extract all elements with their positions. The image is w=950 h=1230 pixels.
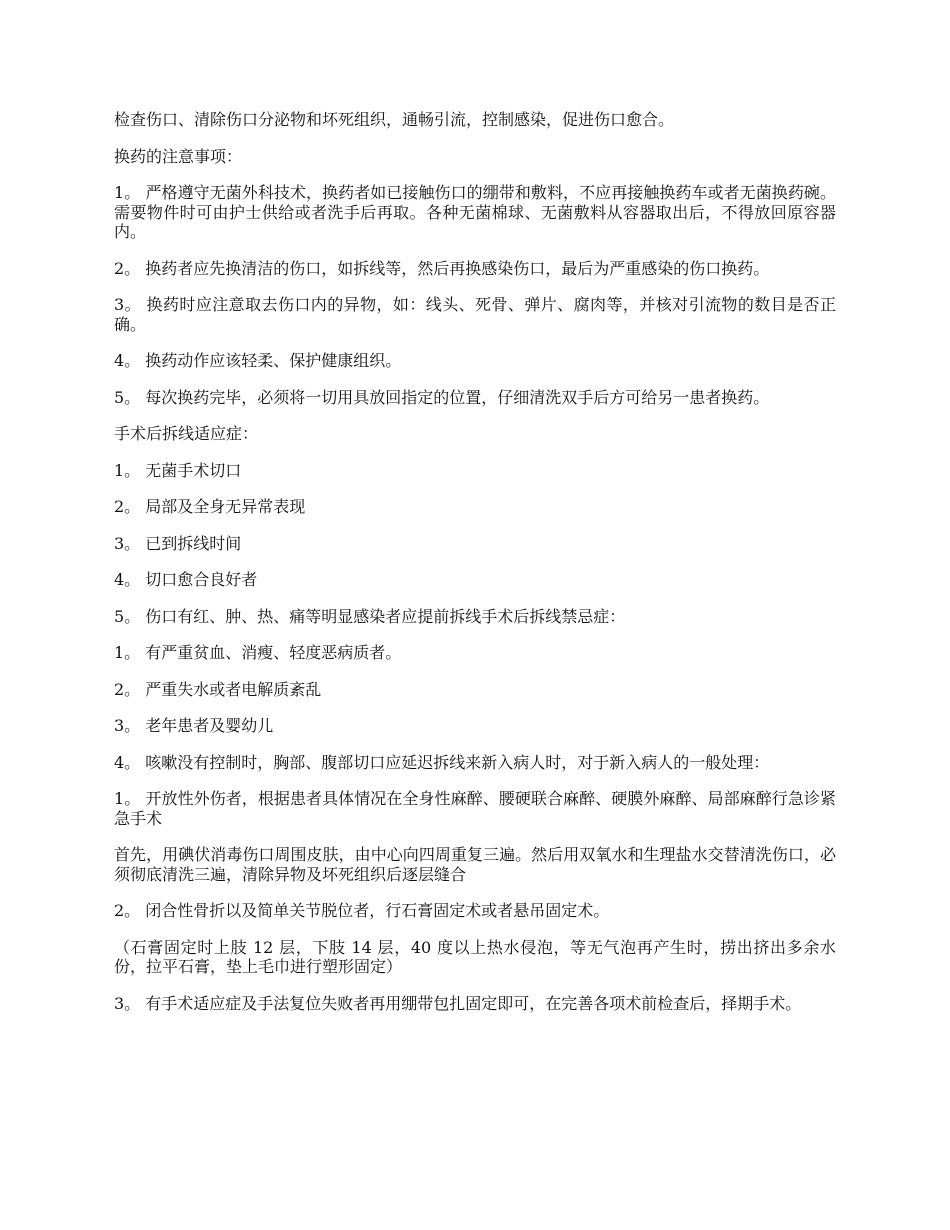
paragraph-indication-1: 1。 无菌手术切口 bbox=[114, 460, 242, 480]
paragraph-new-patient-3: 3。 有手术适应症及手法复位失败者再用绷带包扎固定即可，在完善各项术前检查后，择期手术。 bbox=[114, 993, 802, 1013]
document-page bbox=[114, 110, 836, 1030]
paragraph-wound-cleaning: 首先，用碘伏消毒伤口周围皮肤，由中心向四周重复三遍。然后用双氧水和生理盐水交替清洗伤口，必须彻底清洗三遍，清除异物及坏死组织后逐层缝合 bbox=[114, 845, 836, 884]
paragraph-precaution-2: 2。 换药者应先换清洁的伤口，如拆线等，然后再换感染伤口，最后为严重感染的伤口换药。 bbox=[114, 258, 770, 278]
paragraph-precaution-1: 1。 严格遵守无菌外科技术，换药者如已接触伤口的绷带和敷料，不应再接触换药车或者无菌换药碗。需要物件时可由护士供给或者洗手后再取。各种无菌棉球、无菌敷料从容器取出后，不得放回原容器内。 bbox=[114, 183, 836, 241]
paragraph-intro: 检查伤口、清除伤口分泌物和坏死组织，通畅引流，控制感染，促进伤口愈合。 bbox=[114, 110, 675, 129]
paragraph-precaution-5: 5。 每次换药完毕，必须将一切用具放回指定的位置，仔细清洗双手后方可给另一患者换药。 bbox=[114, 387, 770, 407]
paragraph-new-patient-2: 2。 闭合性骨折以及简单关节脱位者，行石膏固定术或者悬吊固定术。 bbox=[114, 901, 610, 920]
paragraph-contraindication-4: 4。 咳嗽没有控制时，胸部、腹部切口应延迟拆线来新入病人时，对于新入病人的一般处理： bbox=[114, 752, 770, 772]
paragraph-plaster-note: （石膏固定时上肢 12 层，下肢 14 层，40 度以上热水侵泡，等无气泡再产生时，捞出挤出多余水份，拉平石膏，垫上毛巾进行塑形固定） bbox=[114, 937, 836, 976]
paragraph-contraindication-1: 1。 有严重贫血、消瘦、轻度恶病质者。 bbox=[114, 643, 402, 662]
paragraph-indication-5: 5。 伤口有红、肿、热、痛等明显感染者应提前拆线手术后拆线禁忌症： bbox=[114, 606, 626, 626]
paragraph-precaution-4: 4。 换药动作应该轻柔、保护健康组织。 bbox=[114, 351, 402, 370]
paragraph-new-patient-1: 1。 开放性外伤者，根据患者具体情况在全身性麻醉、腰硬联合麻醉、硬膜外麻醉、局部麻醉行急诊紧急手术 bbox=[114, 789, 836, 828]
paragraph-indication-4: 4。 切口愈合良好者 bbox=[114, 570, 258, 589]
heading-suture-removal-indications: 手术后拆线适应症： bbox=[114, 424, 259, 443]
paragraph-contraindication-2: 2。 严重失水或者电解质紊乱 bbox=[114, 679, 322, 699]
paragraph-indication-3: 3。 已到拆线时间 bbox=[114, 533, 242, 553]
paragraph-contraindication-3: 3。 老年患者及婴幼儿 bbox=[114, 716, 274, 735]
paragraph-indication-2: 2。 局部及全身无异常表现 bbox=[114, 497, 306, 516]
paragraph-precaution-3: 3。 换药时应注意取去伤口内的异物，如：线头、死骨、弹片、腐肉等，并核对引流物的数目是否正确。 bbox=[114, 295, 836, 334]
heading-dressing-precautions: 换药的注意事项： bbox=[114, 146, 243, 166]
